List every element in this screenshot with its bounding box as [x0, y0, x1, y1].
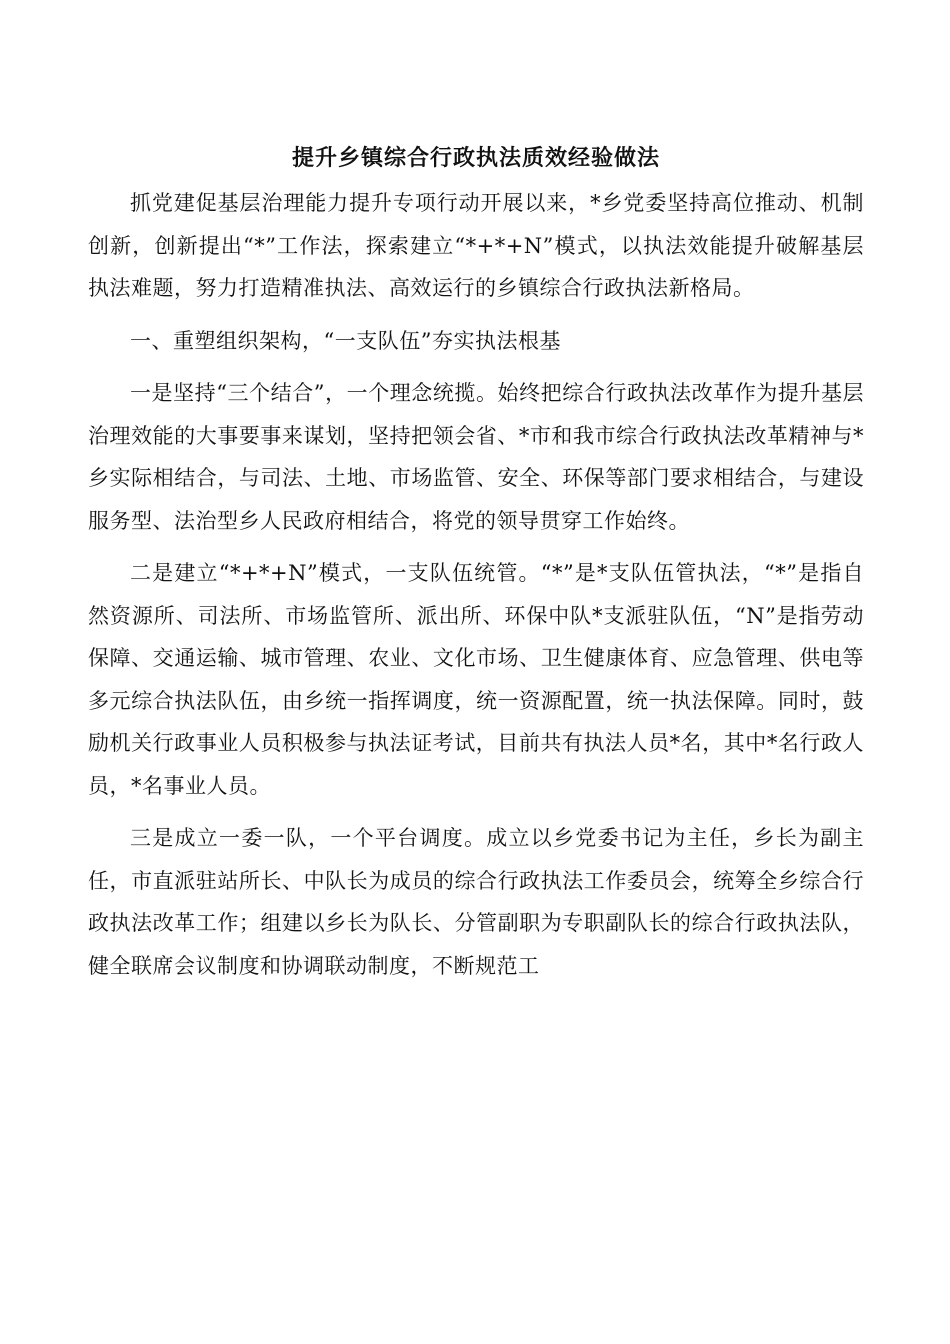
- intro-paragraph: 抓党建促基层治理能力提升专项行动开展以来，*乡党委坚持高位推动、机制创新，创新提出“*”工作法，探索建立“*+*+N”模式，以执法效能提升破解基层执法难题，努力打造精准执法、高效运行的乡镇综合行政执法新格局。: [88, 191, 864, 300]
- body-paragraph-2: 二是建立“*+*+N”模式，一支队伍统管。“*”是*支队伍管执法，“*”是指自然资源所、司法所、市场监管所、派出所、环保中队*支派驻队伍，“N”是指劳动保障、交通运输、城市管理、农业、文化市场、卫生健康体育、应急管理、供电等多元综合执法队伍，由乡统一指挥调度，统一资源配置，统一执法保障。同时，鼓励机关行政事业人员积极参与执法证考试，目前共有执法人员*名，其中*名行政人员，*名事业人员。: [88, 561, 864, 798]
- document-page: [88, 140, 864, 997]
- document-title: 提升乡镇综合行政执法质效经验做法: [291, 145, 660, 171]
- section-heading-1: 一、重塑组织架构，“一支队伍”夯实执法根基: [130, 328, 561, 353]
- body-paragraph-1: 一是坚持“三个结合”，一个理念统揽。始终把综合行政执法改革作为提升基层治理效能的大事要事来谋划，坚持把领会省、*市和我市综合行政执法改革精神与*乡实际相结合，与司法、土地、市场监管、安全、环保等部门要求相结合，与建设服务型、法治型乡人民政府相结合，将党的领导贯穿工作始终。: [88, 381, 864, 533]
- body-paragraph-3: 三是成立一委一队，一个平台调度。成立以乡党委书记为主任，乡长为副主任，市直派驻站所长、中队长为成员的综合行政执法工作委员会，统筹全乡综合行政执法改革工作；组建以乡长为队长、分管副职为专职副队长的综合行政执法队，健全联席会议制度和协调联动制度，不断规范工: [88, 826, 864, 978]
